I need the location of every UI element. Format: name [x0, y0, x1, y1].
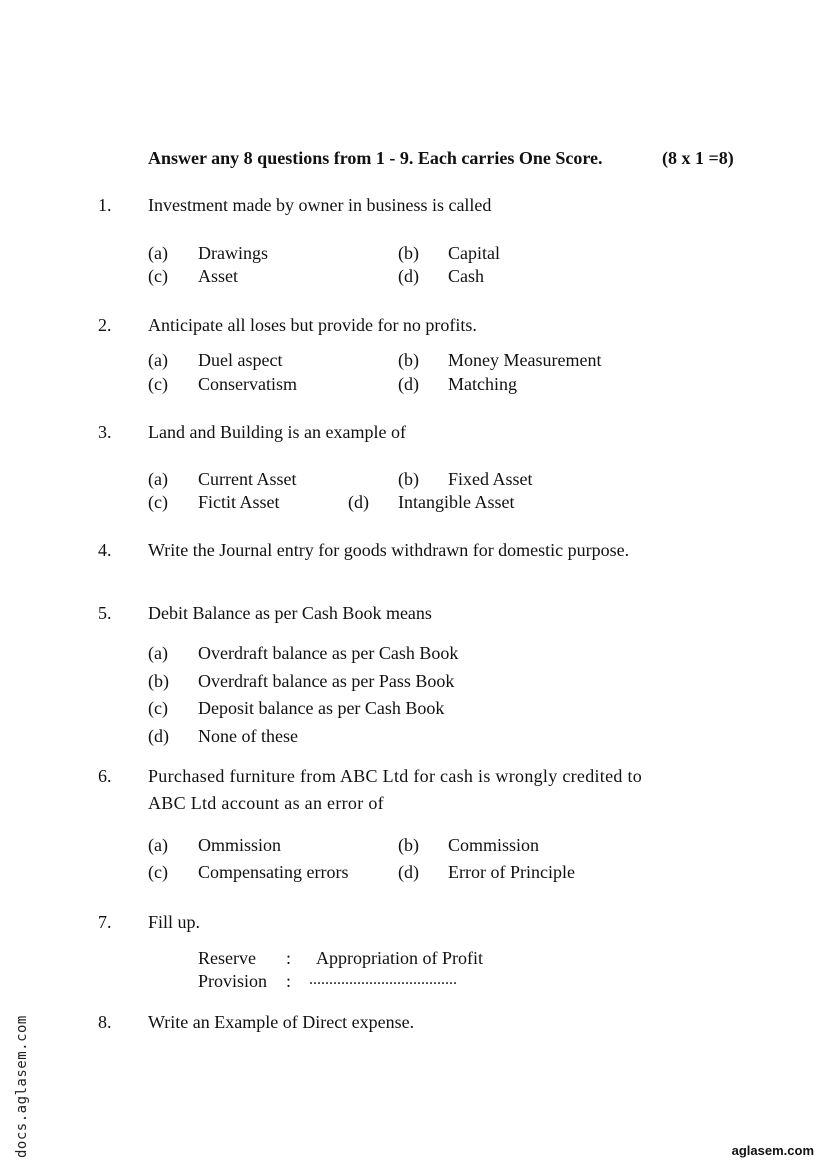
option-text: Ommission: [198, 835, 282, 855]
fill-colon: :: [286, 948, 292, 968]
instruction-text: Answer any 8 questions from 1 - 9. Each carries One Score.: [148, 148, 603, 168]
option-text: Error of Principle: [448, 862, 575, 882]
option-label: (b): [148, 671, 169, 691]
option-text: Conservatism: [198, 374, 297, 394]
question-text: Investment made by owner in business is called: [148, 195, 492, 215]
fill-value: Appropriation of Profit: [316, 948, 483, 968]
fill-blank: .....................................: [309, 971, 457, 988]
option-text: Asset: [198, 266, 238, 286]
option-label: (d): [348, 492, 369, 512]
option-label: (a): [148, 350, 168, 370]
question-text: Fill up.: [148, 912, 201, 932]
question-text: Write an Example of Direct expense.: [148, 1012, 415, 1032]
option-label: (c): [148, 492, 168, 512]
question-number: 5.: [98, 603, 112, 623]
question-number: 4.: [98, 540, 112, 560]
option-label: (d): [398, 374, 419, 394]
option-text: Fixed Asset: [448, 469, 533, 489]
option-label: (c): [148, 698, 168, 718]
option-label: (a): [148, 643, 168, 663]
option-text: None of these: [198, 726, 298, 746]
option-text: Overdraft balance as per Pass Book: [198, 671, 455, 691]
option-text: Deposit balance as per Cash Book: [198, 698, 445, 718]
option-text: Intangible Asset: [398, 492, 515, 512]
question-text: Debit Balance as per Cash Book means: [148, 603, 432, 623]
option-text: Cash: [448, 266, 484, 286]
option-text: Overdraft balance as per Cash Book: [198, 643, 459, 663]
question-number: 8.: [98, 1012, 112, 1032]
option-label: (c): [148, 374, 168, 394]
option-text: Matching: [448, 374, 517, 394]
option-text: Drawings: [198, 243, 268, 263]
fill-colon: :: [286, 971, 292, 991]
fill-term: Provision: [198, 971, 268, 991]
option-label: (b): [398, 350, 419, 370]
question-text: Land and Building is an example of: [148, 422, 406, 442]
option-label: (b): [398, 835, 419, 855]
fill-term: Reserve: [198, 948, 256, 968]
question-number: 7.: [98, 912, 112, 932]
option-text: Capital: [448, 243, 500, 263]
option-label: (a): [148, 835, 168, 855]
question-text-line2: ABC Ltd account as an error of: [148, 793, 384, 813]
marks-text: (8 x 1 =8): [662, 148, 734, 168]
option-text: Money Measurement: [448, 350, 602, 370]
question-number: 3.: [98, 422, 112, 442]
footer-brand: aglasem.com: [731, 1143, 814, 1158]
option-label: (b): [398, 469, 419, 489]
option-label: (d): [148, 726, 169, 746]
side-watermark: docs.aglasem.com: [14, 1015, 30, 1158]
option-label: (d): [398, 862, 419, 882]
question-text: Write the Journal entry for goods withdrawn for domestic purpose.: [148, 540, 630, 560]
option-text: Duel aspect: [198, 350, 283, 370]
question-number: 2.: [98, 315, 112, 335]
option-text: Commission: [448, 835, 540, 855]
question-text: Anticipate all loses but provide for no profits.: [148, 315, 477, 335]
option-label: (a): [148, 469, 168, 489]
option-label: (c): [148, 862, 168, 882]
option-label: (a): [148, 243, 168, 263]
option-label: (d): [398, 266, 419, 286]
question-number: 1.: [98, 195, 112, 215]
option-text: Fictit Asset: [198, 492, 280, 512]
option-label: (b): [398, 243, 419, 263]
option-text: Compensating errors: [198, 862, 349, 882]
question-text-line1: Purchased furniture from ABC Ltd for cash is wrongly credited to: [148, 766, 643, 786]
option-label: (c): [148, 266, 168, 286]
question-number: 6.: [98, 766, 112, 786]
option-text: Current Asset: [198, 469, 297, 489]
